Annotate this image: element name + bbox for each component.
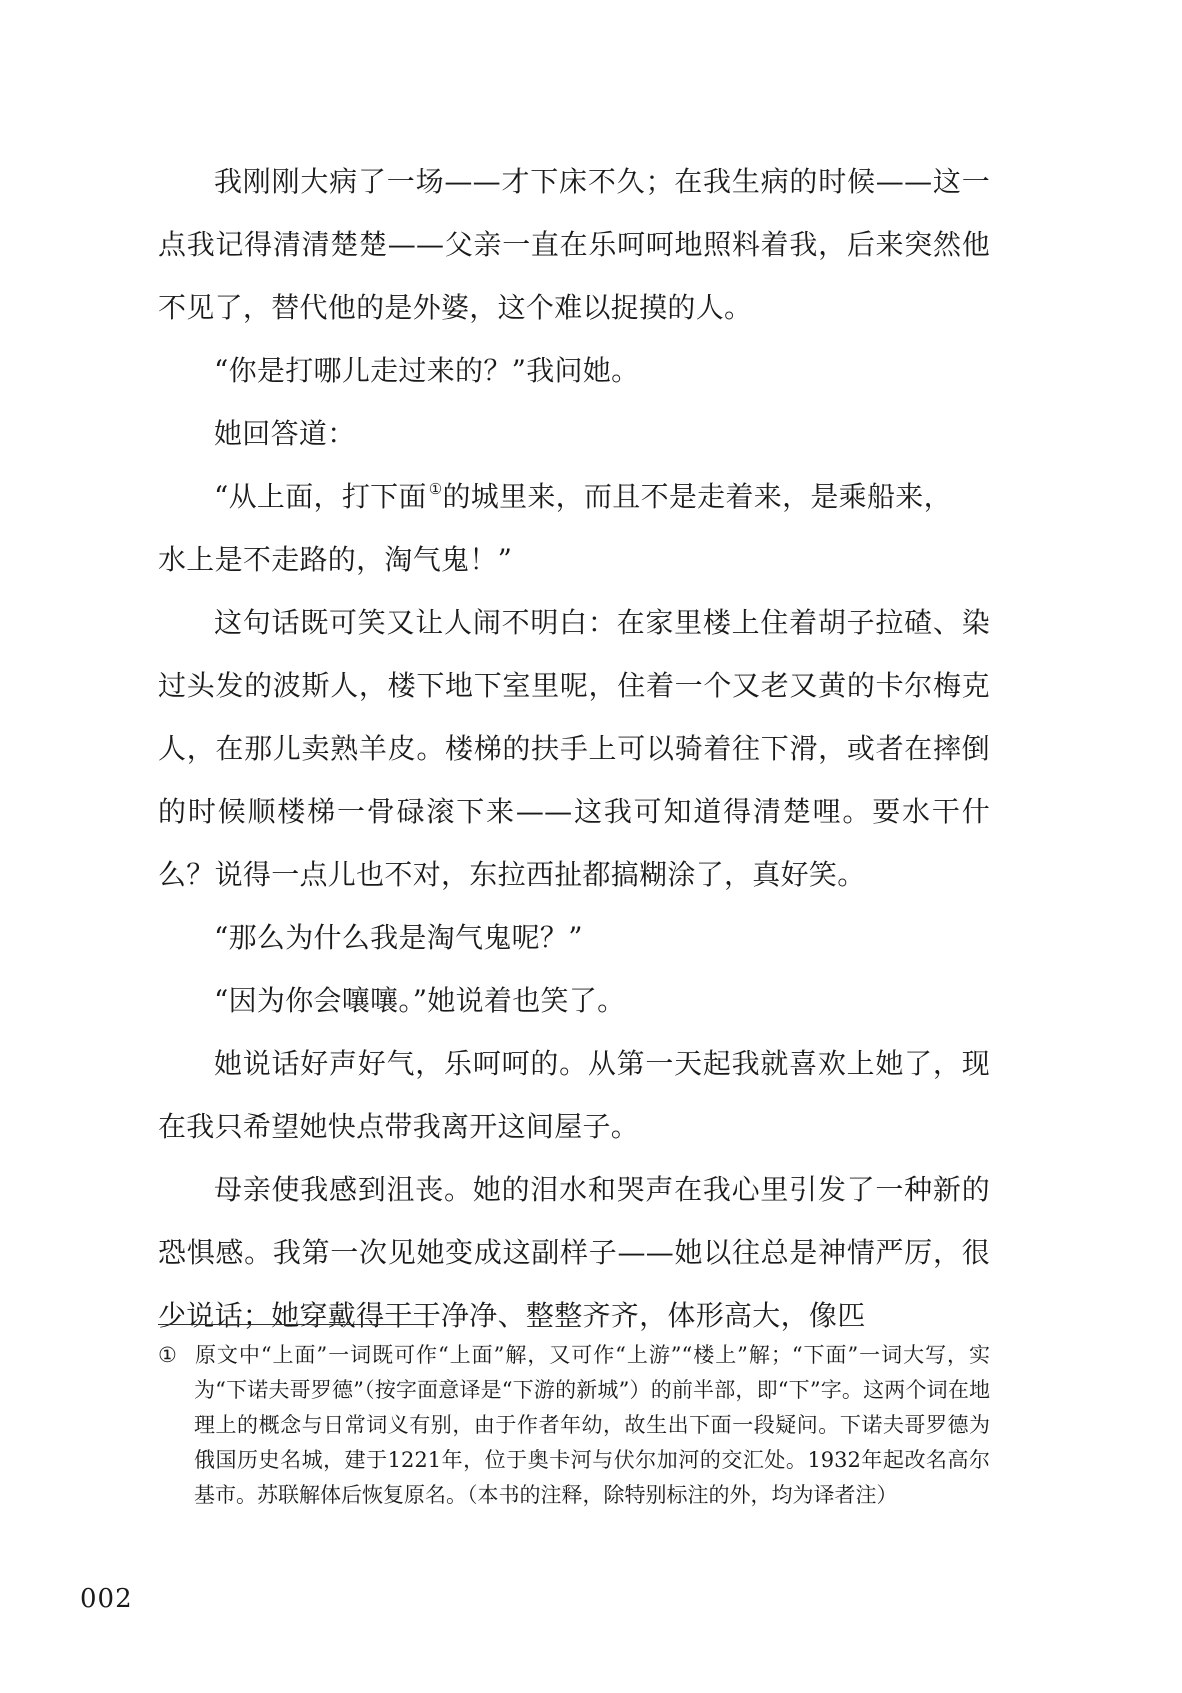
paragraph-8: 她说话好声好气，乐呵呵的。从第一天起我就喜欢上她了，现在我只希望她快点带我离开这间屋子。: [158, 1047, 990, 1143]
paragraph-4-part-2: 的城里来，而且不是走着来，是乘船来，: [442, 480, 952, 513]
footnote-marker: ①: [158, 1343, 177, 1367]
paragraph-4-part-3: 水上是不走路的，淘气鬼！”: [158, 543, 513, 576]
footnote: [158, 1338, 990, 1513]
paragraph-9: 母亲使我感到沮丧。她的泪水和哭声在我心里引发了一种新的恐惧感。我第一次见她变成这副样子——她以往总是神情严厉，很少说话；她穿戴得干干净净、整整齐齐，体形高大，像匹: [158, 1173, 990, 1332]
paragraph-6: “那么为什么我是淘气鬼呢？”: [214, 921, 583, 954]
paragraph-3: 她回答道：: [214, 417, 356, 450]
paragraph-2: “你是打哪儿走过来的？”我问她。: [214, 354, 640, 387]
paragraph-5: 这句话既可笑又让人闹不明白：在家里楼上住着胡子拉碴、染过头发的波斯人，楼下地下室里呢，住着一个又老又黄的卡尔梅克人，在那儿卖熟羊皮。楼梯的扶手上可以骑着往下滑，或者在摔倒的时候顺楼梯一骨碌滚下来——这我可知道得清楚哩。要水干什么？说得一点儿也不对，东拉西扯都搞糊涂了，真好笑。: [158, 606, 990, 891]
paragraph-7: “因为你会嚷嚷。”她说着也笑了。: [214, 984, 626, 1017]
paragraph-4: [158, 465, 990, 591]
page-number: 002: [80, 1584, 133, 1614]
footnote-divider: [158, 1324, 434, 1325]
paragraph-4-part-1: “从上面，打下面: [214, 480, 427, 513]
body-text: [158, 150, 990, 1347]
footnote-reference[interactable]: ①: [428, 480, 443, 498]
footnote-text: 原文中“上面”一词既可作“上面”解，又可作“上游”“楼上”解；“下面”一词大写，实为“下诺夫哥罗德”（按字面意译是“下游的新城”）的前半部，即“下”字。这两个词在地理上的概念与日常词义有别，由于作者年幼，故生出下面一段疑问。下诺夫哥罗德为俄国历史名城，建于1221年，位于奥卡河与伏尔加河的交汇处。1932年起改名高尔基市。苏联解体后恢复原名。（本书的注释，除特别标注的外，均为译者注）: [194, 1343, 990, 1507]
paragraph-1: 我刚刚大病了一场——才下床不久；在我生病的时候——这一点我记得清清楚楚——父亲一直在乐呵呵地照料着我，后来突然他不见了，替代他的是外婆，这个难以捉摸的人。: [158, 165, 990, 324]
